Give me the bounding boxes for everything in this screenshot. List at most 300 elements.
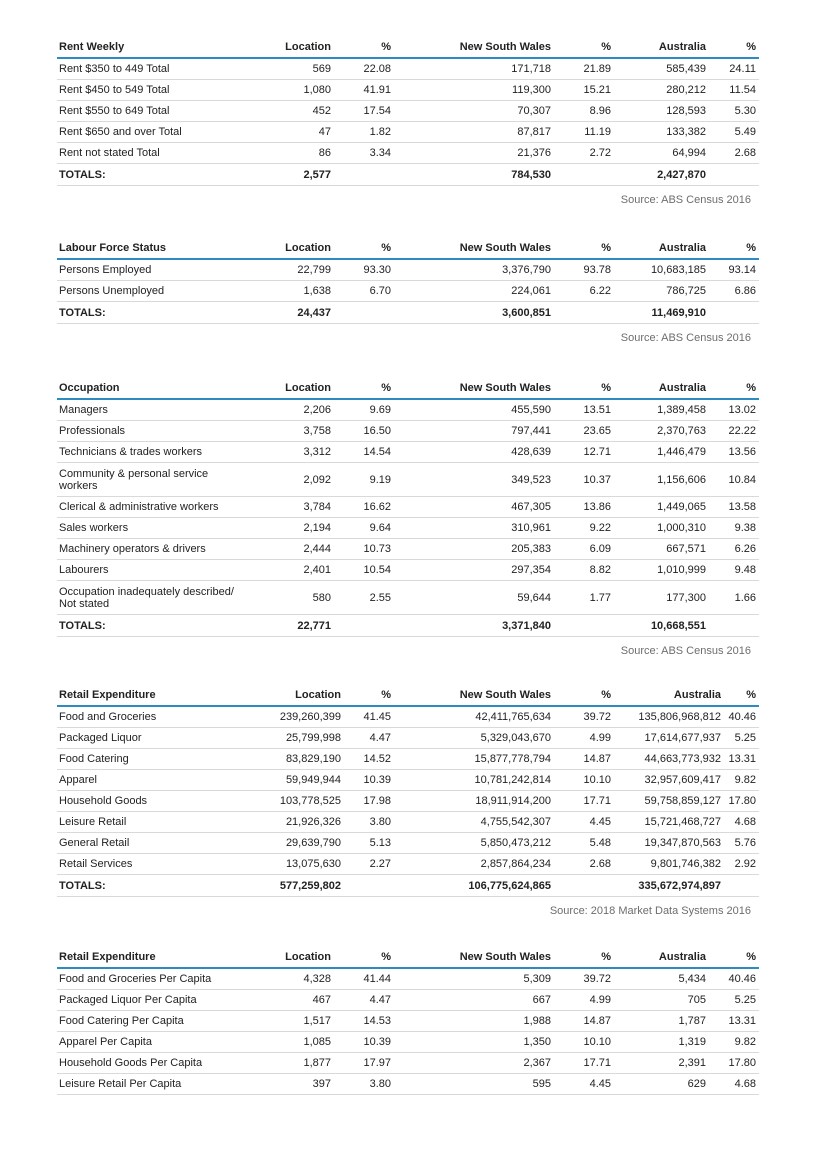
cell: 17.97 bbox=[334, 1053, 394, 1074]
cell: 2,444 bbox=[237, 539, 334, 560]
column-header: % bbox=[334, 947, 394, 968]
retail-expenditure-table bbox=[57, 685, 759, 897]
cell: 2,092 bbox=[237, 463, 334, 497]
cell: 4.47 bbox=[344, 728, 394, 749]
cell: 11.54 bbox=[709, 80, 759, 101]
cell: 280,212 bbox=[614, 80, 709, 101]
cell: 8.82 bbox=[554, 560, 614, 581]
cell: 3.80 bbox=[334, 1074, 394, 1095]
cell: 17.71 bbox=[554, 791, 614, 812]
cell: 2.68 bbox=[554, 854, 614, 875]
cell: 103,778,525 bbox=[237, 791, 344, 812]
column-header: New South Wales bbox=[394, 947, 554, 968]
cell bbox=[334, 302, 394, 324]
cell: 3,758 bbox=[237, 421, 334, 442]
table-row bbox=[57, 770, 759, 791]
cell: 3,376,790 bbox=[394, 259, 554, 281]
cell: 6.22 bbox=[554, 281, 614, 302]
cell: 13.86 bbox=[554, 497, 614, 518]
column-header: % bbox=[334, 238, 394, 259]
table-row bbox=[57, 281, 759, 302]
cell: 1,080 bbox=[237, 80, 334, 101]
table-row bbox=[57, 442, 759, 463]
cell: 10.73 bbox=[334, 539, 394, 560]
cell: 4.45 bbox=[554, 1074, 614, 1095]
row-label: Labourers bbox=[57, 560, 237, 581]
cell: 41.91 bbox=[334, 80, 394, 101]
cell: 9.82 bbox=[709, 1032, 759, 1053]
column-header: % bbox=[709, 37, 759, 58]
column-header: % bbox=[554, 947, 614, 968]
cell: 13.31 bbox=[709, 1011, 759, 1032]
cell: 21,926,326 bbox=[237, 812, 344, 833]
cell: 14.87 bbox=[554, 749, 614, 770]
cell: 585,439 bbox=[614, 58, 709, 80]
retail-per-capita-table bbox=[57, 947, 759, 1095]
column-header: % bbox=[554, 37, 614, 58]
cell: 25,799,998 bbox=[237, 728, 344, 749]
cell bbox=[334, 164, 394, 186]
column-header: Australia bbox=[614, 947, 709, 968]
cell: 10.39 bbox=[344, 770, 394, 791]
cell: 8.96 bbox=[554, 101, 614, 122]
cell: 18,911,914,200 bbox=[394, 791, 554, 812]
column-header: % bbox=[554, 238, 614, 259]
cell: 1,319 bbox=[614, 1032, 709, 1053]
cell: 14.87 bbox=[554, 1011, 614, 1032]
totals-row bbox=[57, 164, 759, 186]
cell: 2,367 bbox=[394, 1053, 554, 1074]
cell: 13.31 bbox=[724, 749, 759, 770]
source-note: Source: ABS Census 2016 bbox=[620, 194, 751, 206]
cell: 24,437 bbox=[237, 302, 334, 324]
cell: 3,784 bbox=[237, 497, 334, 518]
cell: 12.71 bbox=[554, 442, 614, 463]
cell: 5,309 bbox=[394, 968, 554, 990]
column-header: Location bbox=[237, 238, 334, 259]
cell: 9,801,746,382 bbox=[614, 854, 724, 875]
table-row bbox=[57, 560, 759, 581]
column-header: New South Wales bbox=[394, 37, 554, 58]
column-header: Location bbox=[237, 685, 344, 706]
row-label: Apparel Per Capita bbox=[57, 1032, 237, 1053]
cell: 6.09 bbox=[554, 539, 614, 560]
column-header: Australia bbox=[614, 37, 709, 58]
cell: 595 bbox=[394, 1074, 554, 1095]
row-label: Household Goods bbox=[57, 791, 237, 812]
table-header-row bbox=[57, 378, 759, 399]
cell: 5.30 bbox=[709, 101, 759, 122]
cell: 10.37 bbox=[554, 463, 614, 497]
row-label: Machinery operators & drivers bbox=[57, 539, 237, 560]
row-label: Food Catering Per Capita bbox=[57, 1011, 237, 1032]
cell: 9.69 bbox=[334, 399, 394, 421]
cell bbox=[554, 875, 614, 897]
column-header: Retail Expenditure bbox=[57, 685, 237, 706]
cell bbox=[334, 615, 394, 637]
cell: 1,000,310 bbox=[614, 518, 709, 539]
table-row bbox=[57, 728, 759, 749]
cell: 2,577 bbox=[237, 164, 334, 186]
cell: 17.80 bbox=[709, 1053, 759, 1074]
column-header: % bbox=[709, 947, 759, 968]
row-label: Leisure Retail Per Capita bbox=[57, 1074, 237, 1095]
cell: 3,312 bbox=[237, 442, 334, 463]
column-header: Labour Force Status bbox=[57, 238, 237, 259]
cell: 239,260,399 bbox=[237, 706, 344, 728]
source-note: Source: ABS Census 2016 bbox=[620, 645, 751, 657]
occupation-table bbox=[57, 378, 759, 637]
row-label: Sales workers bbox=[57, 518, 237, 539]
column-header: % bbox=[709, 238, 759, 259]
cell: 667,571 bbox=[614, 539, 709, 560]
cell: 1,010,999 bbox=[614, 560, 709, 581]
row-label: Rent $350 to 449 Total bbox=[57, 58, 237, 80]
cell: 3.34 bbox=[334, 143, 394, 164]
cell: 1,446,479 bbox=[614, 442, 709, 463]
column-header: Rent Weekly bbox=[57, 37, 237, 58]
cell: 17.80 bbox=[724, 791, 759, 812]
row-label: Rent $650 and over Total bbox=[57, 122, 237, 143]
cell: 205,383 bbox=[394, 539, 554, 560]
row-label: Food and Groceries Per Capita bbox=[57, 968, 237, 990]
cell: 135,806,968,812 bbox=[614, 706, 724, 728]
labour-force-table bbox=[57, 238, 759, 324]
row-label: Household Goods Per Capita bbox=[57, 1053, 237, 1074]
column-header: % bbox=[344, 685, 394, 706]
cell: 4.68 bbox=[709, 1074, 759, 1095]
table-row bbox=[57, 581, 759, 615]
cell: 11.19 bbox=[554, 122, 614, 143]
row-label: Apparel bbox=[57, 770, 237, 791]
row-label: Occupation inadequately described/ Not stated bbox=[57, 581, 237, 615]
labour-force-section bbox=[57, 238, 759, 344]
cell: 1,787 bbox=[614, 1011, 709, 1032]
cell: 310,961 bbox=[394, 518, 554, 539]
row-label: Technicians & trades workers bbox=[57, 442, 237, 463]
cell: 1,877 bbox=[237, 1053, 334, 1074]
table-row bbox=[57, 706, 759, 728]
totals-label: TOTALS: bbox=[57, 875, 237, 897]
cell: 9.48 bbox=[709, 560, 759, 581]
table-row bbox=[57, 80, 759, 101]
cell: 467,305 bbox=[394, 497, 554, 518]
cell: 1.66 bbox=[709, 581, 759, 615]
cell: 10,683,185 bbox=[614, 259, 709, 281]
cell: 786,725 bbox=[614, 281, 709, 302]
cell: 42,411,765,634 bbox=[394, 706, 554, 728]
cell: 11,469,910 bbox=[614, 302, 709, 324]
cell: 10,668,551 bbox=[614, 615, 709, 637]
column-header: New South Wales bbox=[394, 238, 554, 259]
cell: 629 bbox=[614, 1074, 709, 1095]
totals-label: TOTALS: bbox=[57, 615, 237, 637]
table-row bbox=[57, 833, 759, 854]
row-label: General Retail bbox=[57, 833, 237, 854]
table-row bbox=[57, 1053, 759, 1074]
cell: 4,328 bbox=[237, 968, 334, 990]
cell: 70,307 bbox=[394, 101, 554, 122]
cell: 13.02 bbox=[709, 399, 759, 421]
cell: 86 bbox=[237, 143, 334, 164]
cell: 22.22 bbox=[709, 421, 759, 442]
totals-row bbox=[57, 302, 759, 324]
cell: 14.53 bbox=[334, 1011, 394, 1032]
cell: 22,799 bbox=[237, 259, 334, 281]
column-header: % bbox=[334, 37, 394, 58]
row-label: Clerical & administrative workers bbox=[57, 497, 237, 518]
cell: 10.10 bbox=[554, 770, 614, 791]
table-row bbox=[57, 968, 759, 990]
cell: 452 bbox=[237, 101, 334, 122]
column-header: Retail Expenditure bbox=[57, 947, 237, 968]
cell: 1,638 bbox=[237, 281, 334, 302]
cell: 1,350 bbox=[394, 1032, 554, 1053]
cell: 3,371,840 bbox=[394, 615, 554, 637]
table-row bbox=[57, 58, 759, 80]
cell: 24.11 bbox=[709, 58, 759, 80]
cell: 59,758,859,127 bbox=[614, 791, 724, 812]
cell: 17.54 bbox=[334, 101, 394, 122]
table-header-row bbox=[57, 685, 759, 706]
cell: 297,354 bbox=[394, 560, 554, 581]
cell: 47 bbox=[237, 122, 334, 143]
table-row bbox=[57, 1074, 759, 1095]
cell: 21,376 bbox=[394, 143, 554, 164]
cell: 23.65 bbox=[554, 421, 614, 442]
cell: 2,857,864,234 bbox=[394, 854, 554, 875]
table-row bbox=[57, 101, 759, 122]
table-row bbox=[57, 463, 759, 497]
cell: 133,382 bbox=[614, 122, 709, 143]
cell: 93.78 bbox=[554, 259, 614, 281]
table-row bbox=[57, 1011, 759, 1032]
cell: 19,347,870,563 bbox=[614, 833, 724, 854]
cell: 22,771 bbox=[237, 615, 334, 637]
table-row bbox=[57, 791, 759, 812]
table-row bbox=[57, 854, 759, 875]
table-row bbox=[57, 990, 759, 1011]
cell: 40.46 bbox=[724, 706, 759, 728]
table-row bbox=[57, 143, 759, 164]
cell: 5,850,473,212 bbox=[394, 833, 554, 854]
cell: 15.21 bbox=[554, 80, 614, 101]
cell: 784,530 bbox=[394, 164, 554, 186]
cell bbox=[709, 615, 759, 637]
cell: 5.25 bbox=[709, 990, 759, 1011]
cell: 6.26 bbox=[709, 539, 759, 560]
row-label: Leisure Retail bbox=[57, 812, 237, 833]
cell: 4.47 bbox=[334, 990, 394, 1011]
cell: 15,877,778,794 bbox=[394, 749, 554, 770]
cell: 40.46 bbox=[709, 968, 759, 990]
cell: 9.19 bbox=[334, 463, 394, 497]
cell: 10,781,242,814 bbox=[394, 770, 554, 791]
cell: 2.72 bbox=[554, 143, 614, 164]
cell: 119,300 bbox=[394, 80, 554, 101]
column-header: Location bbox=[237, 947, 334, 968]
cell: 2,206 bbox=[237, 399, 334, 421]
cell: 428,639 bbox=[394, 442, 554, 463]
source-note: Source: ABS Census 2016 bbox=[620, 332, 751, 344]
row-label: Rent $450 to 549 Total bbox=[57, 80, 237, 101]
cell: 128,593 bbox=[614, 101, 709, 122]
row-label: Food and Groceries bbox=[57, 706, 237, 728]
cell: 17.71 bbox=[554, 1053, 614, 1074]
column-header: % bbox=[334, 378, 394, 399]
cell: 44,663,773,932 bbox=[614, 749, 724, 770]
cell: 22.08 bbox=[334, 58, 394, 80]
cell: 4,755,542,307 bbox=[394, 812, 554, 833]
cell: 3,600,851 bbox=[394, 302, 554, 324]
totals-label: TOTALS: bbox=[57, 164, 237, 186]
cell: 2,194 bbox=[237, 518, 334, 539]
cell: 106,775,624,865 bbox=[394, 875, 554, 897]
cell: 39.72 bbox=[554, 968, 614, 990]
table-row bbox=[57, 421, 759, 442]
row-label: Food Catering bbox=[57, 749, 237, 770]
cell: 2.27 bbox=[344, 854, 394, 875]
cell bbox=[709, 164, 759, 186]
cell: 4.99 bbox=[554, 990, 614, 1011]
cell: 87,817 bbox=[394, 122, 554, 143]
cell: 467 bbox=[237, 990, 334, 1011]
cell: 5.76 bbox=[724, 833, 759, 854]
cell: 171,718 bbox=[394, 58, 554, 80]
cell: 1.82 bbox=[334, 122, 394, 143]
cell: 93.14 bbox=[709, 259, 759, 281]
table-row bbox=[57, 1032, 759, 1053]
cell: 397 bbox=[237, 1074, 334, 1095]
cell: 569 bbox=[237, 58, 334, 80]
cell: 6.70 bbox=[334, 281, 394, 302]
cell: 1,449,065 bbox=[614, 497, 709, 518]
table-header-row bbox=[57, 238, 759, 259]
cell bbox=[554, 615, 614, 637]
row-label: Managers bbox=[57, 399, 237, 421]
cell: 29,639,790 bbox=[237, 833, 344, 854]
column-header: Australia bbox=[614, 238, 709, 259]
cell bbox=[724, 875, 759, 897]
cell: 64,994 bbox=[614, 143, 709, 164]
cell: 577,259,802 bbox=[237, 875, 344, 897]
cell: 5.13 bbox=[344, 833, 394, 854]
table-row bbox=[57, 539, 759, 560]
cell: 9.38 bbox=[709, 518, 759, 539]
retail-per-capita-section bbox=[57, 947, 759, 1095]
column-header: Location bbox=[237, 37, 334, 58]
cell bbox=[554, 302, 614, 324]
cell: 1,156,606 bbox=[614, 463, 709, 497]
row-label: Packaged Liquor bbox=[57, 728, 237, 749]
cell: 10.39 bbox=[334, 1032, 394, 1053]
column-header: % bbox=[554, 685, 614, 706]
cell: 177,300 bbox=[614, 581, 709, 615]
column-header: Occupation bbox=[57, 378, 237, 399]
cell: 13.51 bbox=[554, 399, 614, 421]
column-header: New South Wales bbox=[394, 378, 554, 399]
cell: 10.10 bbox=[554, 1032, 614, 1053]
rent-weekly-table bbox=[57, 37, 759, 186]
cell: 14.52 bbox=[344, 749, 394, 770]
cell: 5.49 bbox=[709, 122, 759, 143]
cell: 705 bbox=[614, 990, 709, 1011]
cell: 14.54 bbox=[334, 442, 394, 463]
column-header: Location bbox=[237, 378, 334, 399]
cell: 1,085 bbox=[237, 1032, 334, 1053]
row-label: Community & personal service workers bbox=[57, 463, 237, 497]
cell: 5,434 bbox=[614, 968, 709, 990]
cell: 13,075,630 bbox=[237, 854, 344, 875]
cell: 93.30 bbox=[334, 259, 394, 281]
cell: 4.68 bbox=[724, 812, 759, 833]
cell: 667 bbox=[394, 990, 554, 1011]
cell: 2,370,763 bbox=[614, 421, 709, 442]
cell: 224,061 bbox=[394, 281, 554, 302]
cell: 2.92 bbox=[724, 854, 759, 875]
cell: 2,391 bbox=[614, 1053, 709, 1074]
retail-expenditure-section bbox=[57, 685, 759, 917]
cell: 41.44 bbox=[334, 968, 394, 990]
cell: 580 bbox=[237, 581, 334, 615]
column-header: % bbox=[724, 685, 759, 706]
table-row bbox=[57, 518, 759, 539]
cell: 349,523 bbox=[394, 463, 554, 497]
cell: 2.68 bbox=[709, 143, 759, 164]
cell: 455,590 bbox=[394, 399, 554, 421]
cell: 1,389,458 bbox=[614, 399, 709, 421]
column-header: Australia bbox=[614, 378, 709, 399]
cell: 1.77 bbox=[554, 581, 614, 615]
cell: 4.99 bbox=[554, 728, 614, 749]
cell: 2,427,870 bbox=[614, 164, 709, 186]
column-header: % bbox=[554, 378, 614, 399]
cell: 9.22 bbox=[554, 518, 614, 539]
table-header-row bbox=[57, 947, 759, 968]
cell: 5,329,043,670 bbox=[394, 728, 554, 749]
cell: 17,614,677,937 bbox=[614, 728, 724, 749]
cell: 83,829,190 bbox=[237, 749, 344, 770]
cell bbox=[554, 164, 614, 186]
cell: 59,644 bbox=[394, 581, 554, 615]
cell: 335,672,974,897 bbox=[614, 875, 724, 897]
table-row bbox=[57, 812, 759, 833]
column-header: % bbox=[709, 378, 759, 399]
cell: 797,441 bbox=[394, 421, 554, 442]
cell: 4.45 bbox=[554, 812, 614, 833]
cell bbox=[344, 875, 394, 897]
source-note: Source: 2018 Market Data Systems 2016 bbox=[549, 905, 751, 917]
cell: 1,517 bbox=[237, 1011, 334, 1032]
occupation-section bbox=[57, 378, 759, 657]
table-row bbox=[57, 497, 759, 518]
cell: 41.45 bbox=[344, 706, 394, 728]
cell: 13.58 bbox=[709, 497, 759, 518]
cell: 15,721,468,727 bbox=[614, 812, 724, 833]
cell: 6.86 bbox=[709, 281, 759, 302]
cell: 17.98 bbox=[344, 791, 394, 812]
cell: 59,949,944 bbox=[237, 770, 344, 791]
cell: 5.25 bbox=[724, 728, 759, 749]
rent-weekly-section bbox=[57, 37, 759, 206]
cell: 2,401 bbox=[237, 560, 334, 581]
column-header: New South Wales bbox=[394, 685, 554, 706]
row-label: Persons Employed bbox=[57, 259, 237, 281]
cell: 13.56 bbox=[709, 442, 759, 463]
cell: 5.48 bbox=[554, 833, 614, 854]
table-row bbox=[57, 259, 759, 281]
cell: 3.80 bbox=[344, 812, 394, 833]
